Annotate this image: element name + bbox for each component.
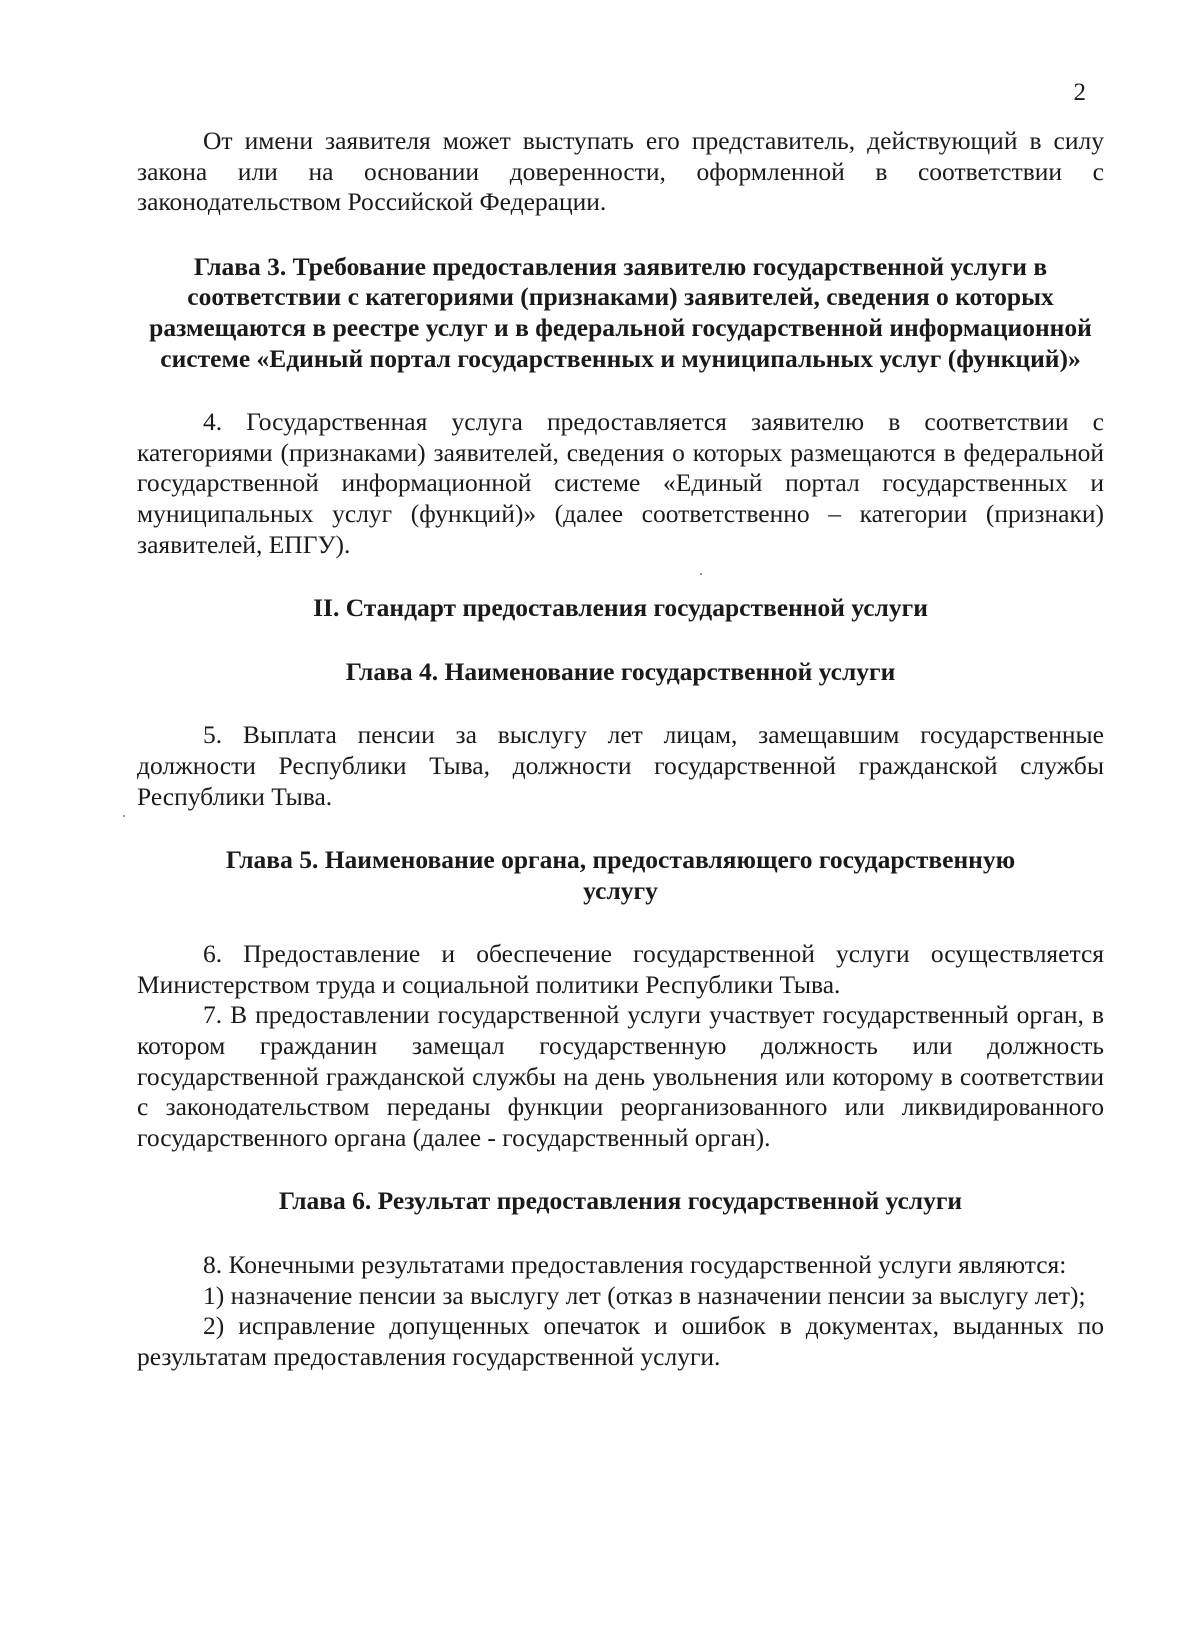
chapter-6-heading: Глава 6. Результат предоставления государственной услуги <box>278 1186 963 1216</box>
paragraph-item-5: 5. Выплата пенсии за выслугу лет лицам, замещавшим государственные должности Республики Тыва, должности государственной гражданской службы Республики Тыва. <box>137 720 1104 811</box>
section-2-heading: II. Стандарт предоставления государственной услуги <box>313 593 928 623</box>
paragraph-item-8: 8. Конечными результатами предоставления государственной услуги являются: <box>203 1250 1067 1280</box>
page-number: 2 <box>1073 79 1086 106</box>
paragraph-item-4: 4. Государственная услуга предоставляется заявителю в соответствии с категориями (признаками) заявителей, сведения о которых размещаются в федеральной государственной информационной системе «Единый портал государственных и муниципальных услуг (функций)» (далее соответственно – категории (признаки) заявителей, ЕПГУ). <box>137 407 1104 559</box>
chapter-4-heading: Глава 4. Наименование государственной услуги <box>345 656 896 686</box>
chapter-3-heading: Глава 3. Требование предоставления заявителю государственной услуги в соответствии с категориями (признаками) заявителей, сведения о которых размещаются в реестре услуг и в федеральной государственной информационной системе «Единый портал государственных и муниципальных услуг (функций)» <box>149 251 1092 373</box>
paragraph-item-6: 6. Предоставление и обеспечение государственной услуги осуществляется Министерством труда и социальной политики Республики Тыва. <box>137 939 1104 999</box>
chapter-5-heading: Глава 5. Наименование органа, предоставляющего государственную услугу <box>225 845 1016 905</box>
paragraph-item-8-2: 2) исправление допущенных опечаток и ошибок в документах, выданных по результатам предоставления государственной услуги. <box>137 1311 1104 1371</box>
scan-speck <box>700 573 702 575</box>
scan-speck <box>123 815 125 817</box>
paragraph-representative: От имени заявителя может выступать его представитель, действующий в силу закона или на основании доверенности, оформленной в соответствии с законодательством Российской Федерации. <box>137 126 1104 217</box>
paragraph-item-7: 7. В предоставлении государственной услуги участвует государственный орган, в котором гражданин замещал государственную должность или должность государственной гражданской службы на день увольнения или которому в соответствии с законодательством переданы функции реорганизованного или ликвидированного государственного органа (далее - государственный орган). <box>137 1000 1104 1152</box>
document-body <box>137 126 1104 1372</box>
paragraph-item-8-1: 1) назначение пенсии за выслугу лет (отказ в назначении пенсии за выслугу лет); <box>203 1280 1086 1310</box>
